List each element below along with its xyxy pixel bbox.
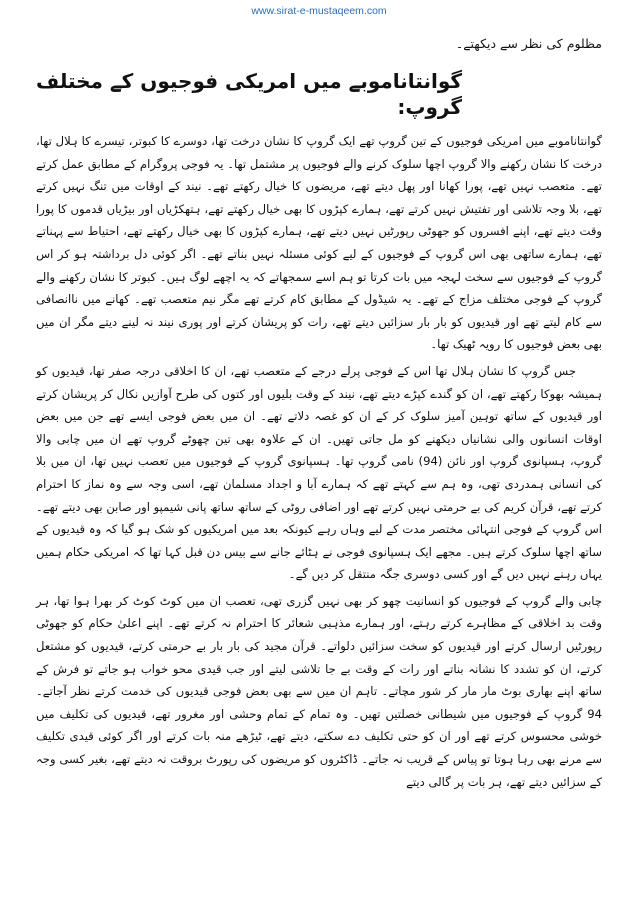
document-page — [36, 34, 602, 797]
site-watermark: www.sirat-e-mustaqeem.com — [251, 5, 387, 17]
paragraph: جس گروپ کا نشان ہلال تھا اس کے فوجی پرلے درجے کے متعصب تھے، ان کا اخلاقی درجہ صفر تھا، قیدیوں کو ہمیشہ بھوکا رکھتے تھے، ان کو گندے کپڑے دیتے تھے، نیند کے وقت بلیوں اور کتوں کی طرح آوازیں نکال کر پریشان کرتے اور قیدیوں کے ساتھ توہین آمیز سلوک کر کے ان کو غصہ دلاتے تھے۔ ان میں بعض فوجی ایسے تھے جن میں بعض اوقات انسانوں والی نشانیاں دیکھنے کو مل جاتی تھیں۔ ان کے علاوہ بھی تین چھوٹے گروپ تھے ان میں چابی والا گروپ، ہسپانوی گروپ اور نائن (94) نامی گروپ تھا۔ ہسپانوی گروپ کے فوجیوں میں تعصب نہیں تھا، ان میں بلا کی انسانی ہمدردی تھی، وہ ہم سے کہتے تھے کہ ہمارے آبا و اجداد مسلمان تھے، اسی وجہ سے وہ نماز کا احترام کرتے تھے، قرآن کریم کی بے حرمتی نہیں کرتے تھے اور اضافی روٹی کے ساتھ ساتھ پانی شیمپو اور صابن بھی دیتے تھے۔ اس گروپ کے فوجی انتہائی مختصر مدت کے لیے وہاں رہے کیونکہ بعد میں امریکیوں کو شک ہو گیا کہ وہ قیدیوں کے ساتھ اچھا سلوک کرتے ہیں۔ مجھے ایک ہسپانوی فوجی نے ہٹائے جانے سے بیس دن قبل کہا تھا کہ امریکی حکام ہمیں یہاں رہنے نہیں دیں گے اور کسی دوسری جگہ منتقل کر دیں گے۔ — [36, 363, 602, 582]
paragraph: چابی والے گروپ کے فوجیوں کو انسانیت چھو کر بھی نہیں گزری تھی، تعصب ان میں کوٹ کوٹ کر بھرا ہوا تھا، ہر وقت بد اخلاقی کے مظاہرے کرتے رہتے، اور ہمارے مذہبی شعائر کا احترام نہ کرتے تھے۔ اپنے اعلیٰ حکام کو جھوٹی رپورٹیں ارسال کرتے اور قیدیوں کو سخت سزائیں دلواتے۔ قرآن مجید کی بار بار بے حرمتی کرتے، قیدیوں کو مشتعل کرتے، ان کو تشدد کا نشانہ بناتے اور رات کے وقت بے جا تلاشی لیتے اور جب قیدی محو خواب ہو جاتے تو فرش کے ساتھ اپنے بھاری بوٹ مار مار کر شور مچاتے۔ تاہم ان میں سے بھی بعض فوجی قیدیوں کی خدمت کرتے نظر آجاتے۔ 94 گروپ کے فوجیوں میں شیطانی خصلتیں تھیں۔ وہ تمام کے تمام وحشی اور مغرور تھے، قیدیوں کی تکلیف میں خوشی محسوس کرتے تھے اور ان کو حتی تکلیف دے سکتے، دیتے تھے، ٹیڑھے منہ بات کرتے اور اگر کوئی قیدی تکلیف سے مرنے بھی رہا ہوتا تو پیاس کے قریب نہ جاتے۔ ڈاکٹروں کو مریضوں کی رپورٹ بروقت نہ دیتے تھے، بغیر کسی وجہ کے سزائیں دیتے تھے، ہر بات پر گالی دیتے — [36, 593, 602, 789]
paragraph: گوانتاناموبے میں امریکی فوجیوں کے تین گروپ تھے ایک گروپ کا نشان درخت تھا، دوسرے کا کبوتر، تیسرے کا ہلال تھا، درخت کا نشان رکھنے والا گروپ اچھا سلوک کرنے والے فوجیوں پر مشتمل تھا۔ یہ فوجی پروگرام کے مطابق عمل کرتے تھے۔ متعصب نہیں تھے، پورا کھانا اور پھل دیتے تھے، مریضوں کا خیال رکھتے تھے۔ نیند کے اوقات میں تنگ نہیں کرتے تھے، بلا وجہ تلاشی اور تفتیش نہیں کرتے تھے، ہمارے کپڑوں کا بھی خیال رکھتے تھے، ہتھکڑیاں اور بیڑیاں قدموں کا پورا وقت دیتے تھے، اپنے افسروں کو جھوٹی رپورٹیں نہیں دیتے تھے، ہمارے کپڑوں کا بھی خیال رکھتے تھے، احتیاط سے پہناتے تھے، ہمارے ساتھی بھی اس گروپ کے فوجیوں کے لیے کوئی مسئلہ نہیں بناتے تھے۔ اگر کوئی دل برداشتہ ہو کر اس گروپ کے فوجیوں سے سخت لہجہ میں بات کرتا تو ہم اسے سمجھاتے کہ یہ اچھے لوگ ہیں۔ کبوتر کا نشان رکھنے والے گروپ کے فوجی مختلف مزاج کے تھے۔ یہ شیڈول کے مطابق کام کرتے تھے مگر نیم متعصب تھے۔ کھانے میں ناانصافی سے کام لیتے تھے اور قیدیوں کو بار بار سزائیں دیتے تھے، رات کو پریشان کرتے اور پوری نیند نہ لینے دیتے مگر ان میں بھی بعض فوجیوں کا رویہ ٹھیک تھا۔ — [36, 134, 602, 352]
section-heading: گوانتاناموبے میں امریکی فوجیوں کے مختلف گروپ: — [36, 69, 462, 119]
intro-line: مظلوم کی نظر سے دیکھتے۔ — [455, 36, 602, 51]
